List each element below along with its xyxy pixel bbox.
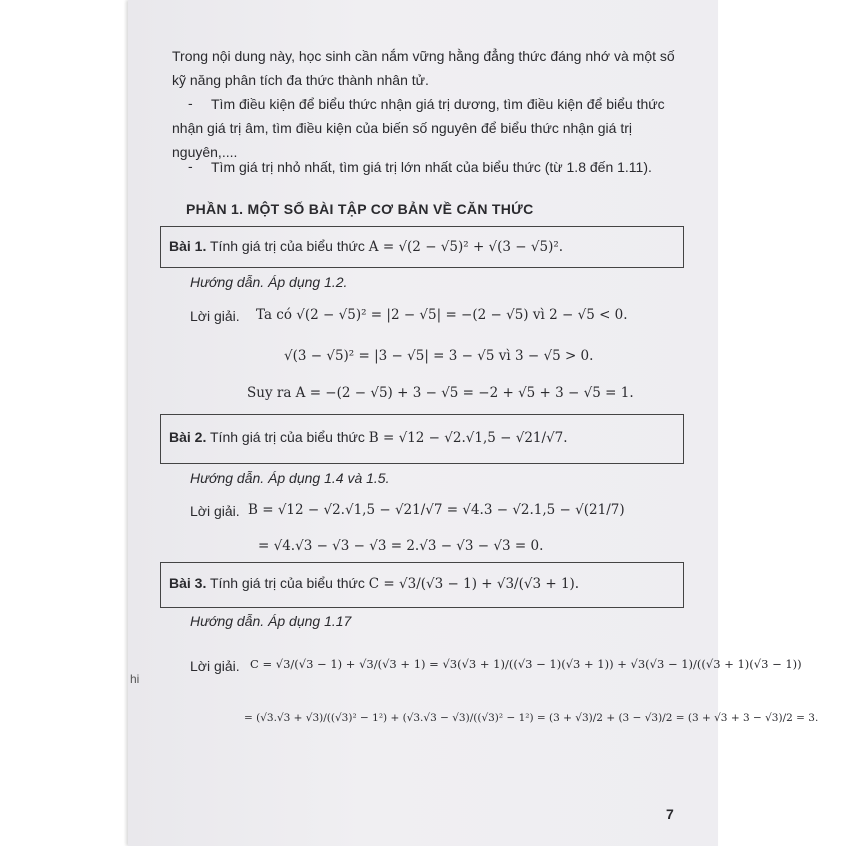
problem-2-hint: Hướng dẫn. Áp dụng 1.4 và 1.5. [190,470,390,486]
bullet-dash-1: - [188,95,193,111]
problem-1-statement [169,238,563,255]
bullet-1-line-3: nguyên,.... [172,144,238,160]
section-heading: PHẦN 1. MỘT SỐ BÀI TẬP CƠ BẢN VỀ CĂN THỨC [186,201,534,217]
problem-2-expression: B = √12 − √2.√1,5 − √21/√7. [368,430,568,446]
page-number: 7 [666,806,674,822]
problem-1-line-2: √(3 − √5)² = |3 − √5| = 3 − √5 vì 3 − √5 > 0. [284,348,594,364]
problem-2-line-1: B = √12 − √2.√1,5 − √21/√7 = √4.3 − √2.1,5 − √(21/7) [248,502,625,518]
problem-2-box [160,414,684,464]
gutter-text: hi [130,672,140,686]
problem-2-text: Tính giá trị của biểu thức [210,429,365,445]
problem-3-box [160,562,684,608]
problem-1-title: Bài 1. [169,238,207,254]
problem-3-statement [169,575,579,592]
problem-3-text: Tính giá trị của biểu thức [210,575,365,591]
problem-1-text: Tính giá trị của biểu thức [210,238,365,254]
problem-3-title: Bài 3. [169,575,207,591]
problem-2-title: Bài 2. [169,429,207,445]
problem-3-expression: C = √3/(√3 − 1) + √3/(√3 + 1). [368,576,580,592]
problem-1-expression: A = √(2 − √5)² + √(3 − √5)². [368,239,564,255]
bullet-1-line-1: Tìm điều kiện để biểu thức nhận giá trị dương, tìm điều kiện để biểu thức [211,96,665,112]
problem-2-statement [169,429,568,446]
problem-2-solution-label: Lời giải. [190,503,240,519]
problem-3-line-1: C = √3/(√3 − 1) + √3/(√3 + 1) = √3(√3 + 1)/((√3 − 1)(√3 + 1)) + √3(√3 − 1)/((√3 + 1)(√3 − 1)) [250,657,802,671]
problem-1-solution-label: Lời giải. [190,308,240,324]
problem-3-line-2: = (√3.√3 + √3)/((√3)² − 1²) + (√3.√3 − √3)/((√3)² − 1²) = (3 + √3)/2 + (3 − √3)/2 = (3 + √3 + 3 − √3)/2 = 3. [244,712,819,724]
problem-1-hint: Hướng dẫn. Áp dụng 1.2. [190,274,348,290]
problem-1-line-1: Ta có √(2 − √5)² = |2 − √5| = −(2 − √5) vì 2 − √5 < 0. [256,307,628,323]
problem-3-solution-label: Lời giải. [190,658,240,674]
problem-3-hint: Hướng dẫn. Áp dụng 1.17 [190,613,352,629]
problem-1-box [160,226,684,268]
problem-1-line-3: Suy ra A = −(2 − √5) + 3 − √5 = −2 + √5 + 3 − √5 = 1. [247,385,634,401]
bullet-2: Tìm giá trị nhỏ nhất, tìm giá trị lớn nhất của biểu thức (từ 1.8 đến 1.11). [211,159,652,175]
bullet-dash-2: - [188,158,193,174]
intro-line-1: Trong nội dung này, học sinh cần nắm vững hằng đẳng thức đáng nhớ và một số [172,48,675,64]
intro-line-2: kỹ năng phân tích đa thức thành nhân tử. [172,72,429,88]
problem-2-line-2: = √4.√3 − √3 − √3 = 2.√3 − √3 − √3 = 0. [258,538,544,554]
bullet-1-line-2: nhận giá trị âm, tìm điều kiện của biến số nguyên để biểu thức nhận giá trị [172,120,632,136]
